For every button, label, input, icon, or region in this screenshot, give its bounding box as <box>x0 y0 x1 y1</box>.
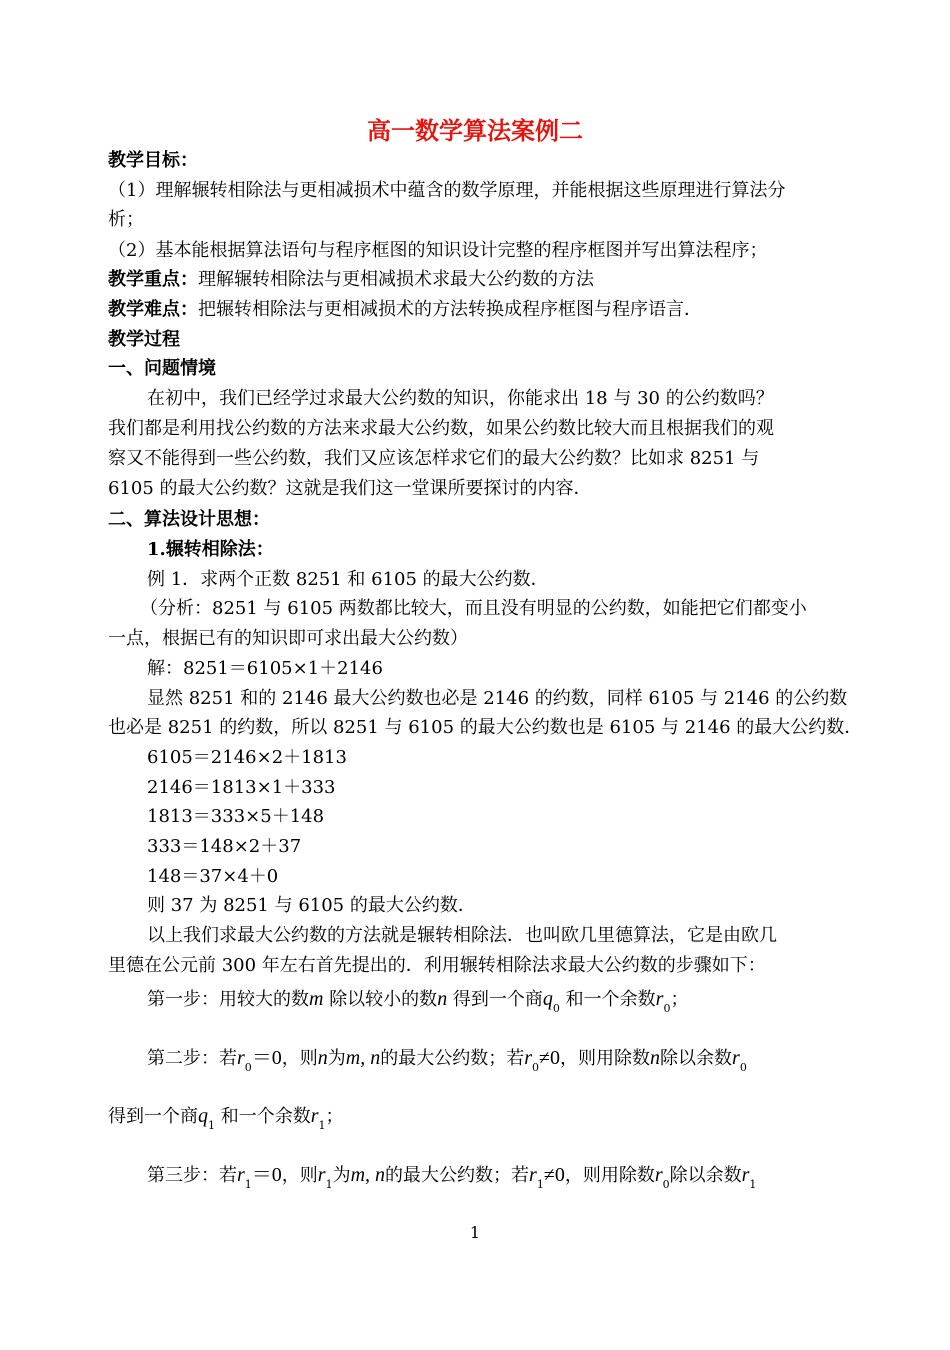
key-points <box>108 265 842 295</box>
solution: 解：8251＝6105×1＋2146 <box>147 658 383 679</box>
paragraph-2-line-2: 察又不能得到一些公约数，我们又应该怎样求它们的最大公约数？比如求 8251 与 <box>108 448 760 469</box>
goal-1: （1）理解辗转相除法与更相减损术中蕴含的数学原理，并能根据这些原理进行算法分 <box>108 180 786 201</box>
equation-1: 6105＝2146×2＋1813 <box>147 747 347 768</box>
difficult-text: 把辗转相除法与更相减损术的方法转换成程序框图与程序语言． <box>198 299 702 320</box>
description-line-2: 里德在公元前 300 年左右首先提出的．利用辗转相除法求最大公约数的步骤如下： <box>108 955 766 976</box>
math-q: q <box>542 988 553 1010</box>
section-2-heading: 二、算法设计思想： <box>108 509 270 530</box>
step-1: 第一步：用较大的数m 除以较小的数n 得到一个商$q_0$ 和一个余数$r_0$； <box>147 988 689 1015</box>
section-1-heading: 一、问题情境 <box>108 358 216 379</box>
step-3: 第三步：若$r_1=0$，则$r_1$为m, n的最大公约数；若$r_1\ne 0$，则用除数$r_0$除以余数$r_1$ <box>147 1164 757 1191</box>
description-line-1: 以上我们求最大公约数的方法就是辗转相除法．也叫欧几里德算法，它是由欧几 <box>147 925 777 946</box>
math-r: r <box>655 988 664 1010</box>
difficult-label: 教学难点： <box>108 299 198 320</box>
key-text: 理解辗转相除法与更相减损术求最大公约数的方法 <box>198 269 594 290</box>
equation-2: 2146＝1813×1＋333 <box>147 777 336 798</box>
equation-3: 1813＝333×5＋148 <box>147 806 325 827</box>
example-1: 例 1．求两个正数 8251 和 6105 的最大公约数． <box>147 569 549 590</box>
result: 则 37 为 8251 与 6105 的最大公约数． <box>147 895 476 916</box>
observation-line-1: 显然 8251 和的 2146 最大公约数也必是 2146 的约数，同样 6105 与 2146 的公约数 <box>147 688 848 709</box>
paragraph-2-line-1: 我们都是利用找公约数的方法来求最大公约数，如果公约数比较大而且根据我们的观 <box>108 418 774 439</box>
analysis-line-1: （分析：8251 与 6105 两数都比较大，而且没有明显的公约数，如能把它们都变小 <box>140 598 807 619</box>
analysis-line-2: 一点，根据已有的知识即可求出最大公约数） <box>108 628 468 649</box>
key-label: 教学重点： <box>108 269 198 290</box>
page-number: 1 <box>469 1223 481 1242</box>
process-heading: 教学过程 <box>108 329 180 350</box>
equation-4: 333＝148×2＋37 <box>147 836 302 857</box>
goal-1-continued: 析； <box>108 209 144 230</box>
page-title: 高一数学算法案例二 <box>367 116 583 145</box>
step-2-continued: 得到一个商$q_1$ 和一个余数$r_1$； <box>108 1105 344 1132</box>
step-2: 第二步：若$r_0=0$，则n为m, n的最大公约数；若$r_0\ne 0$，则用除数n除以余数$r_0$ <box>147 1047 747 1074</box>
paragraph-2-line-3: 6105 的最大公约数？这就是我们这一堂课所要探讨的内容． <box>108 478 592 499</box>
goal-2: （2）基本能根据算法语句与程序框图的知识设计完整的程序框图并写出算法程序； <box>108 240 768 261</box>
goals-heading: 教学目标： <box>108 150 198 171</box>
equation-5: 148＝37×4＋0 <box>147 866 279 887</box>
math-n: n <box>437 988 448 1010</box>
observation-line-2: 也必是 8251 的约数，所以 8251 与 6105 的最大公约数也是 6105 与 2146 的最大公约数． <box>108 717 863 738</box>
paragraph-1: 在初中，我们已经学过求最大公约数的知识，你能求出 18 与 30 的公约数吗？ <box>147 388 774 409</box>
difficult-points <box>108 295 842 325</box>
subsection-1-heading: 1.辗转相除法： <box>147 539 274 560</box>
math-m: m <box>309 988 324 1010</box>
